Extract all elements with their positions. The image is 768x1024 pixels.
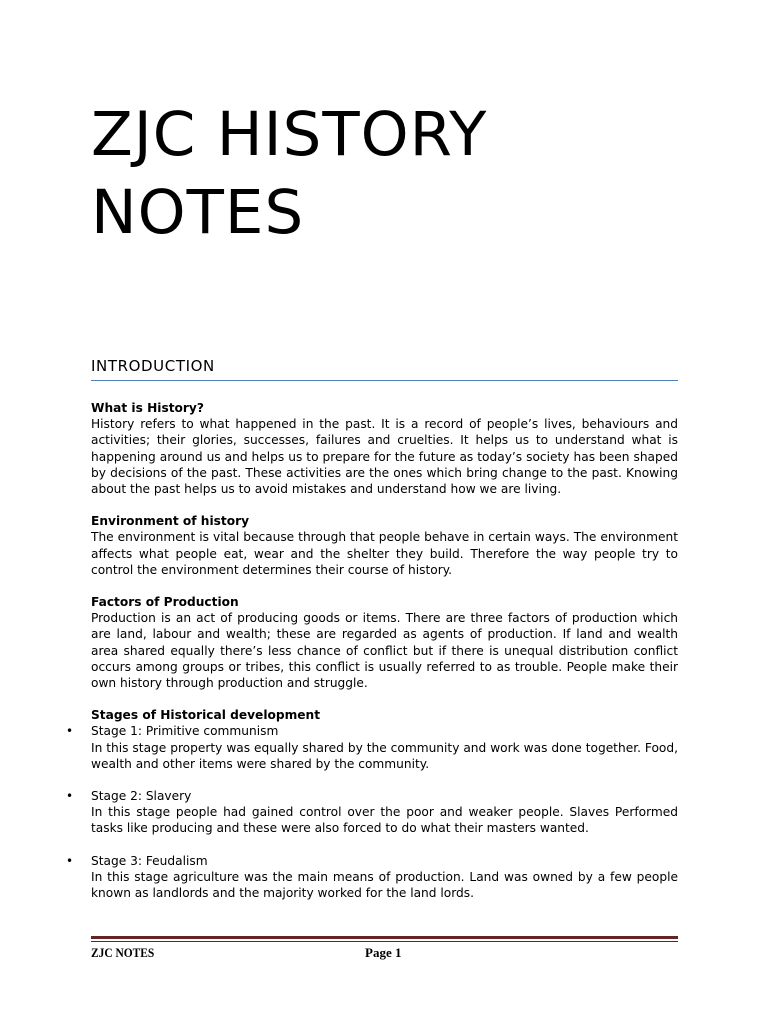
stage-body: In this stage agriculture was the main means of production. Land was owned by a few people known as landlords and the majority worked for the land lords. <box>91 869 678 901</box>
page-number: Page 1 <box>365 945 402 960</box>
section-what-is-history <box>91 400 678 497</box>
title-line-2: NOTES <box>91 177 305 248</box>
footer-label: ZJC NOTES <box>91 945 155 960</box>
introduction-divider <box>91 380 678 381</box>
footer-divider-thin <box>91 941 678 942</box>
footer-divider-thick <box>91 936 678 939</box>
section-body: Production is an act of producing goods or items. There are three factors of production which are land, labour and wealth; these are regarded as agents of production. If land and wealth area shared equally there’s less chance of conflict but if there is unequal distribution conflict occurs among groups or tribes, this conflict is usually referred to as trouble. People make their own history through production and struggle. <box>91 611 678 691</box>
section-body: The environment is vital because through that people behave in certain ways. The environment affects what people eat, wear and the shelter they build. Therefore the way people try to control the environment determines their course of history. <box>91 530 678 577</box>
section-heading: What is History? <box>91 401 204 415</box>
title-line-1: ZJC HISTORY <box>91 99 488 170</box>
list-item-stage-2 <box>66 788 678 837</box>
stage-body: In this stage people had gained control over the poor and weaker people. Slaves Performed tasks like producing and these were also forced to do what their masters wanted. <box>91 805 678 836</box>
stage-title: Stage 2: Slavery <box>91 789 192 804</box>
section-factors-of-production <box>91 594 678 691</box>
document-title <box>91 96 691 252</box>
stage-title: Stage 3: Feudalism <box>91 853 208 868</box>
stage-body: In this stage property was equally shared by the community and work was done together. Food, wealth and other items were shared by the community. <box>91 740 678 771</box>
section-heading: Factors of Production <box>91 595 239 610</box>
list-item-stage-1 <box>66 723 678 772</box>
bullet-icon: • <box>66 724 74 739</box>
bullet-icon: • <box>66 789 74 804</box>
bullet-icon: • <box>66 853 74 868</box>
list-item-stage-3 <box>66 853 678 902</box>
section-body: History refers to what happened in the past. It is a record of people’s lives, behaviours and activities; their glories, successes, failures and cruelties. It helps us to understand what is happening around us and helps us to prepare for the future as today’s society has been shaped by decisions of the past. These activities are the ones which bring change to the past. Knowing about the past helps us to avoid mistakes and understand how we are living. <box>91 417 678 497</box>
stages-heading: Stages of Historical development <box>91 708 321 723</box>
introduction-heading: INTRODUCTION <box>91 357 215 375</box>
document-body <box>66 400 678 917</box>
stage-title: Stage 1: Primitive communism <box>91 724 279 739</box>
section-heading: Environment of history <box>91 514 250 529</box>
section-environment-of-history <box>91 513 678 578</box>
